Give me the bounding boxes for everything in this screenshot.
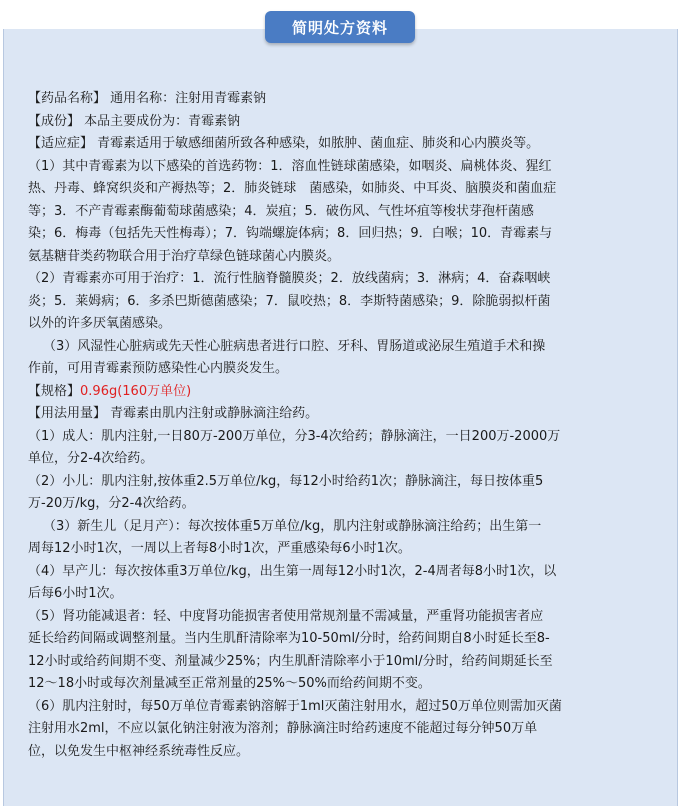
indication-item-1: （1）其中青霉素为以下感染的首选药物：1．溶血性链球菌感染，如咽炎、扁桃体炎、猩红 热、丹毒、蜂窝织炎和产褥热等；2．肺炎链球 菌感染，如肺炎、中耳炎、脑膜炎和菌血症 等；3．不产青霉素酶葡萄球菌感染；4．炭疽；5．破伤风、气性坏疽等梭状芽孢杆菌感 染；6．梅毒（包括先天性梅毒）；7．钩端螺旋体病；8．回归热；9．白喉；10．青霉素与 氨基糖苷类药物联合用于治疗草绿色链球菌心内膜炎。 [28,158,557,264]
usage-adult: （1）成人：肌内注射,一日80万-200万单位，分3-4次给药；静脉滴注，一日200万-2000万 单位，分2-4次给药。 [28,428,561,466]
indication-row [28,133,656,156]
usage-premature: （4）早产儿：每次按体重3万单位/kg，出生第一周每12小时1次，2-4周者每8小时1次，以 后每6小时1次。 [28,563,557,601]
usage-label: 【用法用量】 [28,406,107,421]
drug-name-label: 【药品名称】 [28,91,107,106]
spec-label: 【规格】 [28,383,81,399]
section-title: 简明处方资料 [265,11,415,43]
spec-row [28,381,656,404]
usage-renal: （5）肾功能减退者：轻、中度肾功能损害者使用常规剂量不需减量，严重肾功能损害者应 延长给药间隔或调整剂量。当内生肌酐清除率为10-50ml/分时，给药间期自8小时延长至8- 12小时或给药间期不变、剂量减少25%；内生肌酐清除率小于10ml/分时，给药间期延长至 12～18小时或每次剂量减至正常剂量的25%～50%而给药间期不变。 [28,608,553,691]
usage-child: （2）小儿：肌内注射,按体重2.5万单位/kg，每12小时给药1次；静脉滴注，每日按体重5 万-20万/kg，分2-4次给药。 [28,473,544,511]
ingredient-label: 【成份】 [28,113,81,129]
indication-item-3: （3）风湿性心脏病或先天性心脏病患者进行口腔、牙科、胃肠道或泌尿生殖道手术和操 作前，可用青霉素预防感染性心内膜炎发生。 [28,338,546,376]
ingredient-row [28,111,656,134]
indication-label: 【适应症】 [28,136,94,151]
usage-row [28,403,656,426]
ingredient-value: 本品主要成份为：青霉素钠 [84,113,241,129]
spec-value: 0.96g(160万单位) [80,383,192,399]
usage-newborn: （3）新生儿（足月产）：每次按体重5万单位/kg，肌内注射或静脉滴注给药；出生第一 周每12小时1次，一周以上者每8小时1次，严重感染每6小时1次。 [28,518,542,556]
usage-injection: （6）肌内注射时，每50万单位青霉素钠溶解于1ml灭菌注射用水，超过50万单位则需加灭菌 注射用水2ml，不应以氯化钠注射液为溶剂；静脉滴注时给药速度不能超过每分钟50万单 位，以免发生中枢神经系统毒性反应。 [28,698,562,759]
drug-name-row [28,88,656,111]
indication-intro: 青霉素适用于敏感细菌所致各种感染，如脓肿、菌血症、肺炎和心内膜炎等。 [97,136,540,151]
prescription-content [28,88,656,763]
indication-item-2: （2）青霉素亦可用于治疗：1．流行性脑脊髓膜炎；2．放线菌病；3．淋病；4．奋森咽峡 炎；5．莱姆病；6．多杀巴斯德菌感染；7．鼠咬热；8．李斯特菌感染；9．除脆弱拟杆菌 以外的许多厌氧菌感染。 [28,271,551,331]
usage-intro: 青霉素由肌内注射或静脉滴注给药。 [110,406,319,421]
drug-name-value: 通用名称：注射用青霉素钠 [110,91,267,106]
